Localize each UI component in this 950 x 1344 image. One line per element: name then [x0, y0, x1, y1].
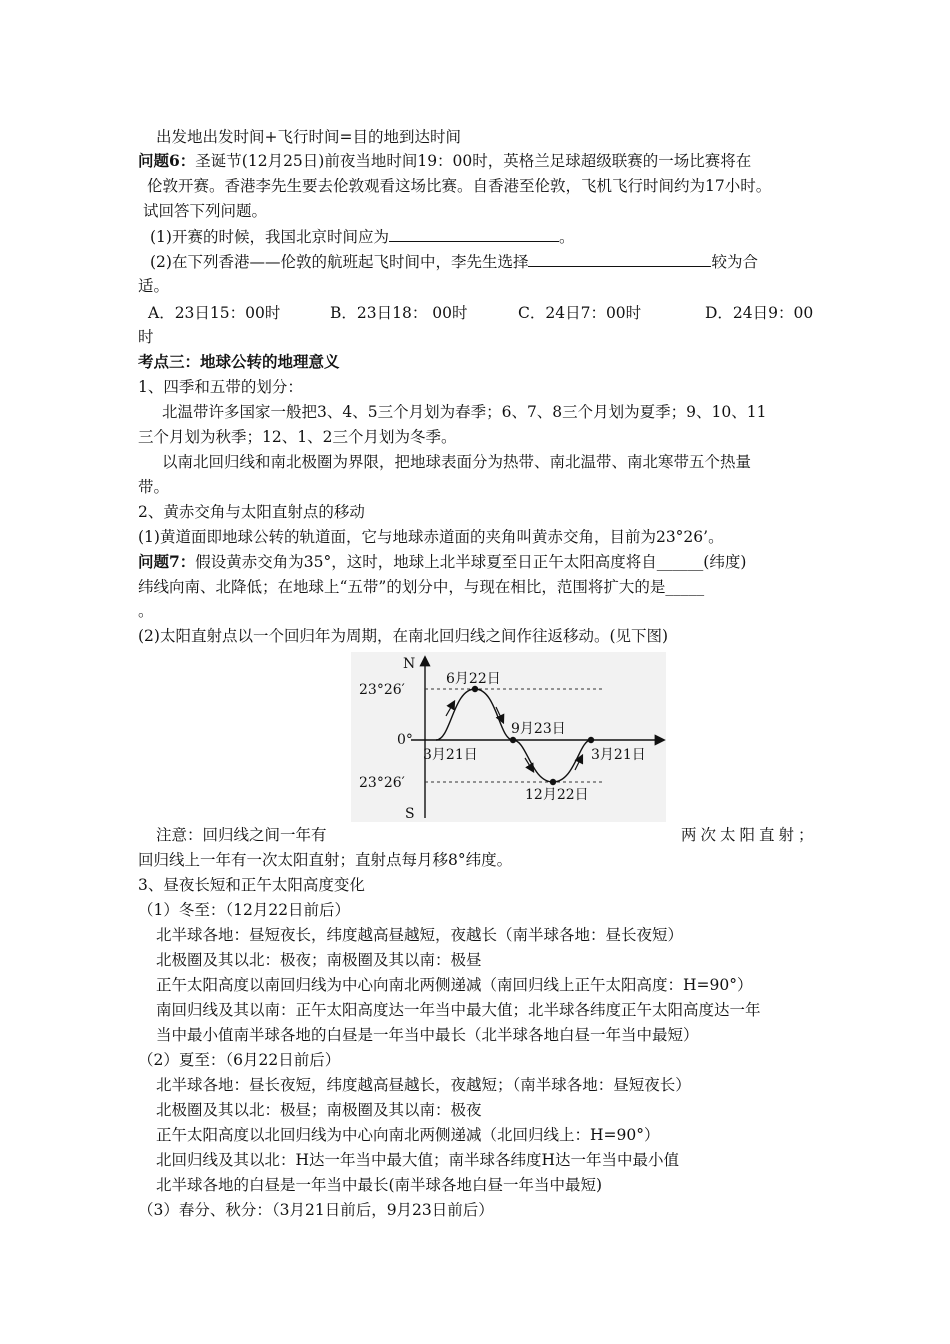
- sun-direct-point-diagram: [351, 652, 666, 822]
- date-sep23: 9月23日: [511, 721, 566, 737]
- option-c: C．24日7：00时: [518, 304, 642, 322]
- question-6: [138, 150, 751, 172]
- question-6-part-2-end: 较为合: [711, 253, 758, 271]
- question-6-line-3: 试回答下列问题。: [143, 202, 268, 220]
- summer-heading: （2）夏至：（6月22日前后）: [138, 1051, 341, 1069]
- question-6-text: 圣诞节(12月25日)前夜当地时间19：00时，英格兰足球超级联赛的一场比赛将在: [195, 152, 752, 170]
- summer-line-4: 北回归线及其以北：H达一年当中最大值；南半球各纬度H达一年当中最小值: [156, 1151, 680, 1169]
- note-c: 回归线上一年有一次太阳直射；直射点每月移8°纬度。: [138, 851, 513, 869]
- lat-bottom-label: 23°26′: [359, 775, 405, 791]
- point-dec22: [550, 779, 556, 785]
- date-jun22: 6月22日: [446, 671, 501, 687]
- paragraph-4: (2)太阳直射点以一个回归年为周期，在南北回归线之间作往返移动。(见下图): [138, 627, 669, 645]
- note-b: 两次太阳直射；: [681, 826, 818, 844]
- lat-top-label: 23°26′: [359, 682, 405, 698]
- question-6-part-1-end: 。: [558, 228, 575, 246]
- s-label: S: [405, 806, 415, 822]
- arrow-up-2: [575, 756, 582, 770]
- question-7-line-3: 。: [138, 602, 154, 620]
- winter-line-5: 当中最小值南半球各地的白昼是一年当中最长（北半球各地白昼一年当中最短）: [156, 1026, 699, 1044]
- question-7-line-2: 纬线向南、北降低；在地球上“五带”的划分中，与现在相比，范围将扩大的是_____: [138, 578, 705, 596]
- subsection-3: 3、昼夜长短和正午太阳高度变化: [138, 876, 365, 894]
- question-6-line-2: 伦敦开赛。香港李先生要去伦敦观看这场比赛。自香港至伦敦，飞机飞行时间约为17小时。: [147, 177, 772, 195]
- point-mar21-end: [588, 737, 594, 743]
- question-7: [138, 551, 746, 573]
- diagram-svg: [351, 652, 666, 822]
- option-b: B．23日18： 00时: [330, 304, 468, 322]
- n-label: N: [403, 656, 416, 672]
- equinox-heading: （3）春分、秋分：（3月21日前后，9月23日前后）: [138, 1201, 494, 1219]
- question-6-part-1-text: (1)开赛的时候，我国北京时间应为: [150, 228, 389, 246]
- question-6-label: 问题6：: [138, 151, 196, 170]
- summer-line-3: 正午太阳高度以北回归线为中心向南北两侧递减（北回归线上：H=90°）: [156, 1126, 660, 1144]
- answer-blank-2[interactable]: [528, 250, 711, 267]
- date-mar21-end: 3月21日: [591, 747, 646, 763]
- subsection-2: 2、黄赤交角与太阳直射点的移动: [138, 503, 365, 521]
- date-mar21-start: 3月21日: [423, 747, 478, 763]
- note-a: 注意：回归线之间一年有: [156, 826, 327, 844]
- option-d-cont: 时: [138, 328, 154, 346]
- section-heading-3: 考点三：地球公转的地理意义: [138, 352, 340, 371]
- summer-line-5: 北半球各地的白昼是一年当中最长(南半球各地白昼一年当中最短): [156, 1176, 603, 1194]
- paragraph-2a: 以南北回归线和南北极圈为界限，把地球表面分为热带、南北温带、南北寒带五个热量: [162, 453, 752, 471]
- question-6-part-2-text: (2)在下列香港——伦敦的航班起飞时间中，李先生选择: [150, 253, 529, 271]
- winter-line-4: 南回归线及其以南：正午太阳高度达一年当中最大值；北半球各纬度正午太阳高度达一年: [156, 1001, 761, 1019]
- point-sep23: [510, 737, 516, 743]
- question-6-part-2: [150, 250, 758, 273]
- paragraph-1a: 北温带许多国家一般把3、4、5三个月划为春季；6、7、8三个月划为夏季；9、10、11: [162, 403, 767, 421]
- summer-line-1: 北半球各地：昼长夜短，纬度越高昼越长，夜越短；（南半球各地：昼短夜长）: [156, 1076, 691, 1094]
- paragraph-3: (1)黄道面即地球公转的轨道面，它与地球赤道面的夹角叫黄赤交角，目前为23°26’。: [138, 528, 724, 546]
- formula-line: 出发地出发时间+飞行时间=目的地到达时间: [156, 128, 461, 146]
- question-7-text: 假设黄赤交角为35°，这时，地球上北半球夏至日正午太阳高度将自______(纬度): [195, 553, 747, 571]
- option-a: A．23日15：00时: [148, 304, 281, 322]
- winter-line-2: 北极圈及其以北：极夜；南极圈及其以南：极昼: [156, 951, 482, 969]
- winter-line-3: 正午太阳高度以南回归线为中心向南北两侧递减（南回归线上正午太阳高度：H=90°）: [156, 976, 753, 994]
- question-6-part-2-cont: 适。: [138, 277, 170, 295]
- question-6-part-1: [150, 225, 574, 248]
- paragraph-1b: 三个月划为秋季；12、1、2三个月划为冬季。: [138, 428, 457, 446]
- winter-heading: （1）冬至：（12月22日前后）: [138, 901, 351, 919]
- winter-line-1: 北半球各地：昼短夜长，纬度越高昼越短，夜越长（南半球各地：昼长夜短）: [156, 926, 684, 944]
- summer-line-2: 北极圈及其以北：极昼；南极圈及其以南：极夜: [156, 1101, 482, 1119]
- option-d: D．24日9：00: [705, 304, 814, 322]
- answer-blank-1[interactable]: [389, 225, 559, 242]
- paragraph-2b: 带。: [138, 478, 170, 496]
- question-7-label: 问题7：: [138, 552, 196, 571]
- lat-zero-label: 0°: [397, 732, 413, 748]
- subsection-1: 1、四季和五带的划分：: [138, 378, 303, 396]
- date-dec22: 12月22日: [525, 787, 589, 803]
